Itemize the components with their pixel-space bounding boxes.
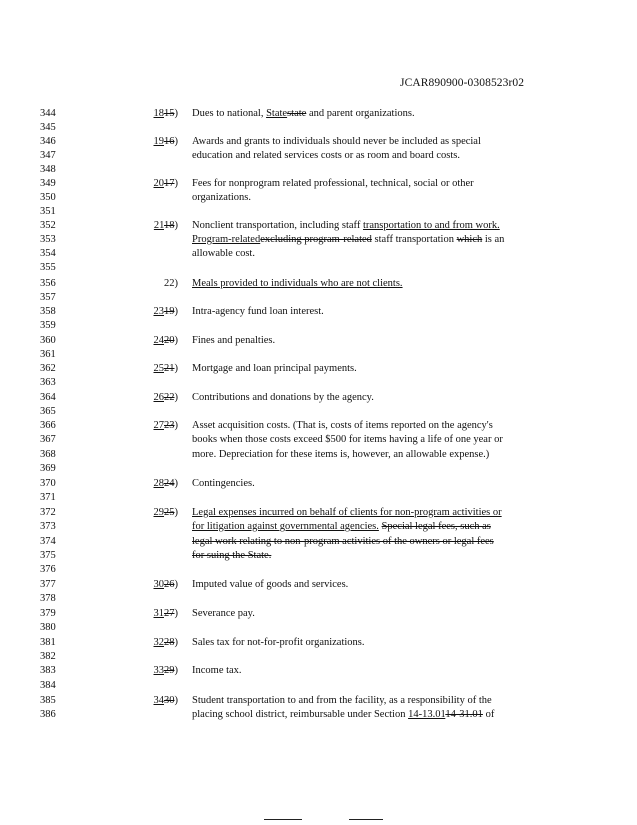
line-number: 385 <box>40 695 56 706</box>
item-number-inserted-run: 32 <box>153 637 164 648</box>
item-number-text-run: ) <box>174 665 178 676</box>
footer-rule-right <box>349 819 383 820</box>
item-number-deleted-run: 21 <box>164 363 175 374</box>
line-number: 368 <box>40 449 56 460</box>
line-number: 369 <box>40 463 56 474</box>
line-deleted-run: state <box>287 108 307 119</box>
item-number-text-run: ) <box>174 579 178 590</box>
line-text <box>192 278 403 289</box>
line-text-run: books when those costs exceed $500 for items having a life of one year or <box>192 434 503 445</box>
item-number <box>130 335 178 346</box>
line-text <box>192 192 251 203</box>
line-number: 363 <box>40 377 56 388</box>
line-inserted-run: Program-related <box>192 234 261 245</box>
line-text <box>192 536 494 547</box>
item-number-inserted-run: 25 <box>153 363 164 374</box>
line-number: 357 <box>40 292 56 303</box>
line-number: 362 <box>40 363 56 374</box>
line-number: 374 <box>40 536 56 547</box>
item-number <box>130 637 178 648</box>
line-text <box>192 507 502 518</box>
line-text-run: Student transportation to and from the facility, as a responsibility of the <box>192 695 492 706</box>
line-number: 377 <box>40 579 56 590</box>
item-number-text-run: ) <box>174 108 178 119</box>
item-number-deleted-run: 25 <box>164 507 175 518</box>
item-number-deleted-run: 17 <box>164 178 175 189</box>
line-deleted-run: which <box>456 234 483 245</box>
item-number <box>130 278 178 289</box>
item-number-inserted-run: 26 <box>153 392 164 403</box>
line-number: 372 <box>40 507 56 518</box>
item-number <box>130 306 178 317</box>
line-text <box>192 478 255 489</box>
line-number: 350 <box>40 192 56 203</box>
line-text <box>192 521 491 532</box>
item-number-deleted-run: 28 <box>164 637 175 648</box>
item-number-deleted-run: 22 <box>164 392 175 403</box>
item-number-text-run: ) <box>174 608 178 619</box>
item-number <box>130 507 178 518</box>
line-number: 366 <box>40 420 56 431</box>
item-number-inserted-run: 27 <box>153 420 164 431</box>
line-number: 352 <box>40 220 56 231</box>
line-text-run: Dues to national, <box>192 108 267 119</box>
footer-rule-left <box>264 819 302 820</box>
line-inserted-run: Legal expenses incurred on behalf of clients for non-program activities or <box>192 507 502 518</box>
item-number-inserted-run: 21 <box>153 220 164 231</box>
line-inserted-run: Meals provided to individuals who are not clients. <box>192 278 403 289</box>
line-text <box>192 220 500 231</box>
line-text-run: staff transportation <box>371 234 457 245</box>
line-text-run: Fines and penalties. <box>192 335 276 346</box>
line-number: 386 <box>40 709 56 720</box>
line-deleted-run: 14-31.01 <box>445 709 483 720</box>
line-text <box>192 392 374 403</box>
line-number: 360 <box>40 335 56 346</box>
line-number: 364 <box>40 392 56 403</box>
line-number: 380 <box>40 622 56 633</box>
line-text-run: is an <box>482 234 505 245</box>
line-number: 359 <box>40 320 56 331</box>
line-text-run: Nonclient transportation, including staff <box>192 220 363 231</box>
line-text-run: Fees for nonprogram related professional, technical, social or other <box>192 178 474 189</box>
line-text-run: Income tax. <box>192 665 242 676</box>
line-deleted-run: Special legal fees, such as <box>381 521 491 532</box>
item-number-text-run: ) <box>174 178 178 189</box>
item-number-text-run: 22) <box>164 278 178 289</box>
line-text <box>192 108 415 119</box>
item-number-text-run: ) <box>174 478 178 489</box>
line-text-run: Severance pay. <box>192 608 255 619</box>
item-number-inserted-run: 29 <box>153 507 164 518</box>
item-number-text-run: ) <box>174 136 178 147</box>
line-number: 354 <box>40 248 56 259</box>
item-number-deleted-run: 30 <box>164 695 175 706</box>
item-number-text-run: ) <box>174 507 178 518</box>
line-number: 345 <box>40 122 56 133</box>
line-text-run: of <box>482 709 495 720</box>
line-text <box>192 665 242 676</box>
item-number-text-run: ) <box>174 420 178 431</box>
item-number-deleted-run: 18 <box>164 220 175 231</box>
line-text-run: Mortgage and loan principal payments. <box>192 363 357 374</box>
line-number: 344 <box>40 108 56 119</box>
line-deleted-run: for suing the State. <box>192 550 272 561</box>
line-number: 384 <box>40 680 56 691</box>
line-text <box>192 335 275 346</box>
item-number-deleted-run: 24 <box>164 478 175 489</box>
line-number: 367 <box>40 434 56 445</box>
item-number-inserted-run: 30 <box>153 579 164 590</box>
line-text-run: organizations. <box>192 192 252 203</box>
line-number: 373 <box>40 521 56 532</box>
item-number-text-run: ) <box>174 695 178 706</box>
line-number: 353 <box>40 234 56 245</box>
item-number-deleted-run: 29 <box>164 665 175 676</box>
line-text-run: Contributions and donations by the agency. <box>192 392 374 403</box>
line-text-run: Asset acquisition costs. (That is, costs of items reported on the agency's <box>192 420 493 431</box>
line-number: 365 <box>40 406 56 417</box>
item-number-text-run: ) <box>174 220 178 231</box>
line-number: 355 <box>40 262 56 273</box>
line-text-run: Intra-agency fund loan interest. <box>192 306 324 317</box>
item-number-inserted-run: 31 <box>153 608 164 619</box>
item-number <box>130 136 178 147</box>
item-number-inserted-run: 28 <box>153 478 164 489</box>
item-number-inserted-run: 18 <box>153 108 164 119</box>
line-number: 375 <box>40 550 56 561</box>
line-number: 383 <box>40 665 56 676</box>
line-number: 376 <box>40 564 56 575</box>
line-text <box>192 637 365 648</box>
line-number: 382 <box>40 651 56 662</box>
line-text <box>192 363 357 374</box>
line-text-run: Sales tax for not-for-profit organizations. <box>192 637 365 648</box>
item-number-inserted-run: 20 <box>153 178 164 189</box>
line-text <box>192 178 474 189</box>
item-number-deleted-run: 19 <box>164 306 175 317</box>
line-number: 378 <box>40 593 56 604</box>
line-text <box>192 420 493 431</box>
line-number: 370 <box>40 478 56 489</box>
item-number-inserted-run: 33 <box>153 665 164 676</box>
line-deleted-run: legal work relating to non-program activities of the owners or legal fees <box>192 536 494 547</box>
item-number <box>130 608 178 619</box>
line-text <box>192 608 255 619</box>
line-text <box>192 449 489 460</box>
item-number <box>130 579 178 590</box>
item-number-deleted-run: 20 <box>164 335 175 346</box>
line-number: 361 <box>40 349 56 360</box>
item-number-text-run: ) <box>174 306 178 317</box>
item-number-text-run: ) <box>174 392 178 403</box>
line-text <box>192 306 324 317</box>
line-inserted-run: transportation to and from work. <box>362 220 500 231</box>
item-number-inserted-run: 23 <box>153 306 164 317</box>
line-text <box>192 709 494 720</box>
item-number-text-run: ) <box>174 637 178 648</box>
item-number <box>130 392 178 403</box>
item-number-inserted-run: 19 <box>153 136 164 147</box>
line-number: 358 <box>40 306 56 317</box>
line-number: 349 <box>40 178 56 189</box>
item-number <box>130 178 178 189</box>
item-number-deleted-run: 23 <box>164 420 175 431</box>
line-text <box>192 150 460 161</box>
line-text-run: more. Depreciation for these items is, however, an allowable expense.) <box>192 449 490 460</box>
line-number: 347 <box>40 150 56 161</box>
document-id-header: JCAR890900-0308523r02 <box>400 77 525 89</box>
item-number <box>130 363 178 374</box>
line-text-run: Awards and grants to individuals should never be included as special <box>192 136 481 147</box>
line-number: 346 <box>40 136 56 147</box>
line-text <box>192 579 348 590</box>
line-text <box>192 248 255 259</box>
line-text-run: placing school district, reimbursable under Section <box>192 709 409 720</box>
line-number: 351 <box>40 206 56 217</box>
item-number-deleted-run: 27 <box>164 608 175 619</box>
line-inserted-run: 14-13.01 <box>408 709 446 720</box>
item-number-inserted-run: 24 <box>153 335 164 346</box>
line-text-run: allowable cost. <box>192 248 255 259</box>
item-number <box>130 108 178 119</box>
line-text-run: and parent organizations. <box>306 108 415 119</box>
line-text <box>192 695 492 706</box>
item-number-text-run: ) <box>174 363 178 374</box>
line-number: 371 <box>40 492 56 503</box>
line-text <box>192 434 503 445</box>
item-number-deleted-run: 26 <box>164 579 175 590</box>
line-text <box>192 550 271 561</box>
line-number: 379 <box>40 608 56 619</box>
line-text <box>192 234 504 245</box>
line-text-run: Contingencies. <box>192 478 255 489</box>
line-inserted-run: for litigation against governmental agencies. <box>192 521 379 532</box>
item-number-inserted-run: 34 <box>153 695 164 706</box>
line-deleted-run: excluding program-related <box>260 234 372 245</box>
item-number <box>130 665 178 676</box>
line-number: 348 <box>40 164 56 175</box>
item-number-text-run: ) <box>174 335 178 346</box>
line-number: 381 <box>40 637 56 648</box>
item-number-deleted-run: 16 <box>164 136 175 147</box>
line-text-run: Imputed value of goods and services. <box>192 579 349 590</box>
line-inserted-run: State <box>266 108 288 119</box>
item-number <box>130 695 178 706</box>
line-text <box>192 136 481 147</box>
item-number <box>130 478 178 489</box>
line-text-run: education and related services costs or as room and board costs. <box>192 150 460 161</box>
item-number <box>130 420 178 431</box>
line-number: 356 <box>40 278 56 289</box>
item-number <box>130 220 178 231</box>
item-number-deleted-run: 15 <box>164 108 175 119</box>
